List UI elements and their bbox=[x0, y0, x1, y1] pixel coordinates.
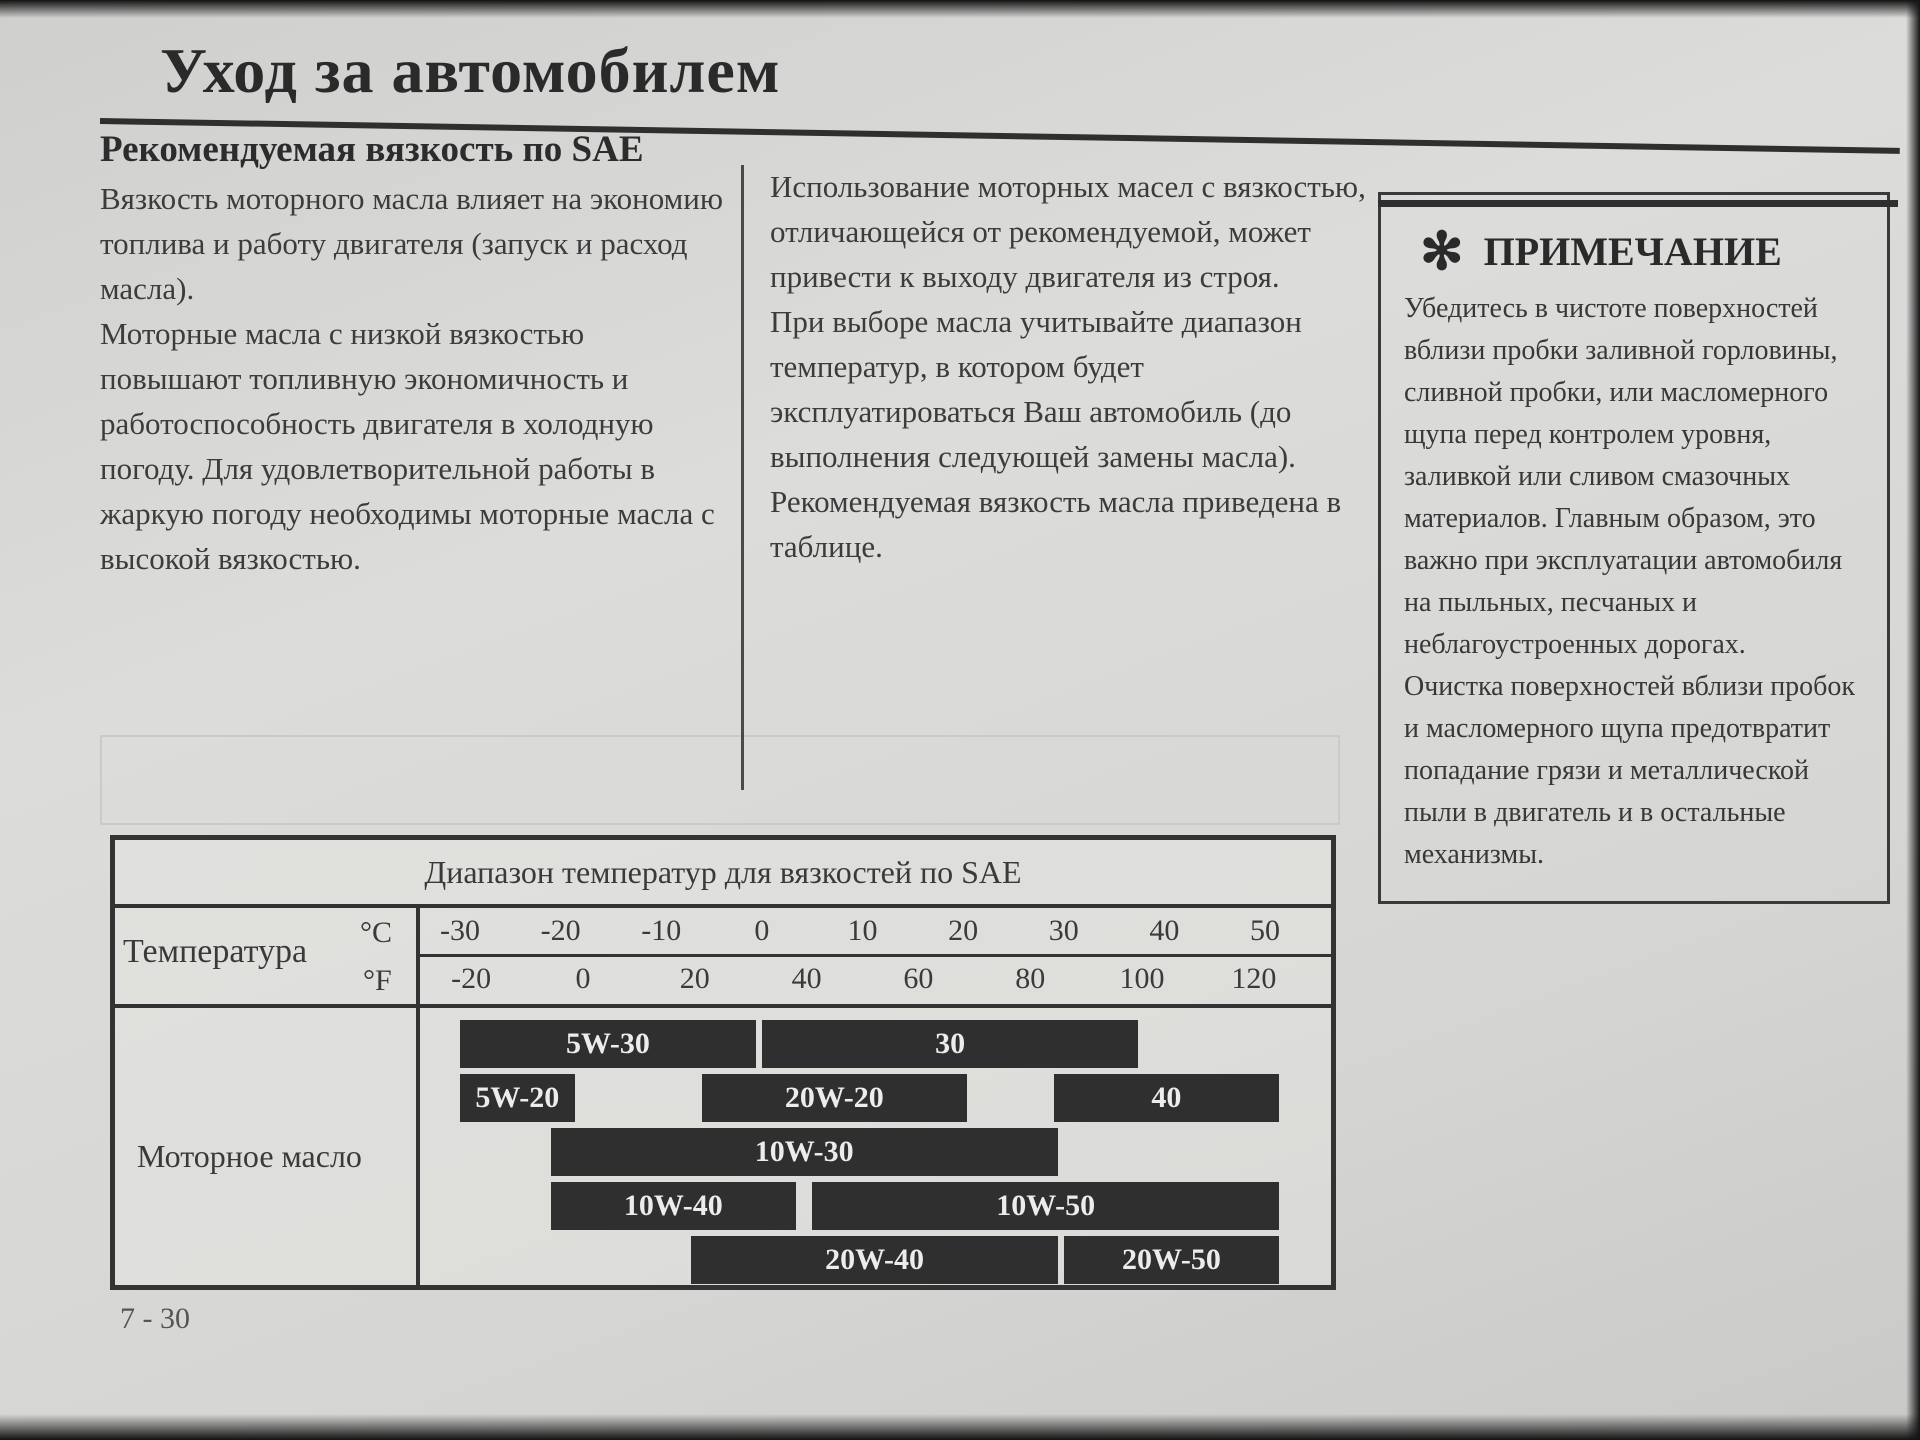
fahrenheit-tick: 120 bbox=[1231, 962, 1277, 995]
photo-shadow-right bbox=[1906, 0, 1920, 1440]
fahrenheit-tick: 60 bbox=[903, 962, 934, 995]
celsius-tick: 50 bbox=[1250, 914, 1280, 947]
photo-shadow-top bbox=[0, 0, 1920, 18]
viscosity-bar: 10W-50 bbox=[812, 1182, 1279, 1230]
paragraph-wrong-viscosity: Использование моторных масел с вязкостью, отличающейся от рекомендуемой, может привести к выходу двигателя из строя. bbox=[770, 169, 1366, 294]
viscosity-bar: 20W-50 bbox=[1064, 1236, 1279, 1284]
page-title: Уход за автомобилем bbox=[160, 35, 781, 106]
column-left bbox=[100, 128, 730, 581]
celsius-tick: 10 bbox=[847, 914, 878, 947]
unit-separator bbox=[420, 954, 1331, 957]
table-caption: Диапазон температур для вязкостей по SAE bbox=[115, 840, 1331, 908]
celsius-tick: 20 bbox=[948, 914, 979, 947]
viscosity-bar: 10W-30 bbox=[551, 1128, 1058, 1176]
viscosity-bar: 10W-40 bbox=[551, 1182, 797, 1230]
celsius-unit: °C bbox=[360, 916, 393, 949]
paragraph-low-viscosity: Моторные масла с низкой вязкостью повышают топливную экономичность и работоспособность двигателя в холодную погоду. Для удовлетворительной работы в жаркую погоду необходимы моторные масла с высокой вязкостью. bbox=[100, 316, 715, 576]
photo-shadow-bottom bbox=[0, 1414, 1920, 1440]
note-paragraph-clean: Убедитесь в чистоте поверхностей вблизи пробки заливной горловины, сливной пробки, или масломерного щупа перед контролем уровня, заливкой или сливом смазочных материалов. Главным образом, это важно при эксплуатации автомобиля на пыльных, песчаных и неблагоустроенных дорогах. bbox=[1404, 293, 1843, 660]
note-heading bbox=[1420, 222, 1782, 282]
fahrenheit-tick: 20 bbox=[679, 962, 710, 995]
note-paragraph-prevent: Очистка поверхностей вблизи пробок и масломерного щупа предотвратит попадание грязи и металлической пыли в двигатель и в остальные механизмы. bbox=[1404, 671, 1856, 870]
temperature-label-cell bbox=[115, 908, 420, 1004]
column-middle bbox=[770, 164, 1370, 569]
viscosity-bar: 20W-40 bbox=[691, 1236, 1057, 1284]
fahrenheit-tick: 80 bbox=[1015, 962, 1046, 995]
note-title: ПРИМЕЧАНИЕ bbox=[1483, 229, 1782, 274]
viscosity-bar: 20W-20 bbox=[702, 1074, 968, 1122]
page-number: 7 - 30 bbox=[120, 1302, 190, 1335]
celsius-tick: -30 bbox=[440, 914, 480, 947]
celsius-tick: -10 bbox=[641, 914, 682, 947]
viscosity-bar: 5W-30 bbox=[460, 1020, 756, 1068]
fahrenheit-tick: 40 bbox=[791, 962, 822, 995]
celsius-tick: -20 bbox=[540, 914, 581, 947]
fahrenheit-unit: °F bbox=[363, 964, 392, 997]
celsius-tick: 30 bbox=[1048, 914, 1079, 947]
fahrenheit-tick: 100 bbox=[1119, 962, 1165, 995]
viscosity-bar: 30 bbox=[762, 1020, 1138, 1068]
section-heading: Рекомендуемая вязкость по SAE bbox=[100, 129, 644, 170]
fahrenheit-tick: 0 bbox=[575, 962, 591, 995]
asterisk-icon: ✻ bbox=[1420, 224, 1464, 281]
viscosity-bar: 5W-20 bbox=[460, 1074, 575, 1122]
note-body bbox=[1404, 288, 1874, 876]
temperature-row bbox=[115, 908, 1331, 1008]
motor-oil-label: Моторное масло bbox=[137, 1138, 362, 1174]
celsius-tick: 40 bbox=[1149, 914, 1180, 947]
temperature-label: Температура bbox=[123, 933, 308, 970]
celsius-tick: 0 bbox=[754, 914, 770, 947]
paragraph-viscosity-effect: Вязкость моторного масла влияет на экономию топлива и работу двигателя (запуск и расход масла). bbox=[100, 181, 724, 306]
column-divider bbox=[741, 165, 744, 790]
paragraph-choose-oil: При выборе масла учитывайте диапазон температур, в котором будет эксплуатироваться Ваш автомобиль (до выполнения следующей замены масла). Рекомендуемая вязкость масла приведена в таблице. bbox=[770, 304, 1342, 564]
oil-label-cell bbox=[115, 1008, 420, 1290]
show-through-frame bbox=[100, 735, 1340, 825]
viscosity-bar: 40 bbox=[1054, 1074, 1279, 1122]
fahrenheit-tick: -20 bbox=[451, 962, 492, 995]
viscosity-table bbox=[110, 835, 1336, 1290]
note-top-rule bbox=[1378, 200, 1898, 207]
